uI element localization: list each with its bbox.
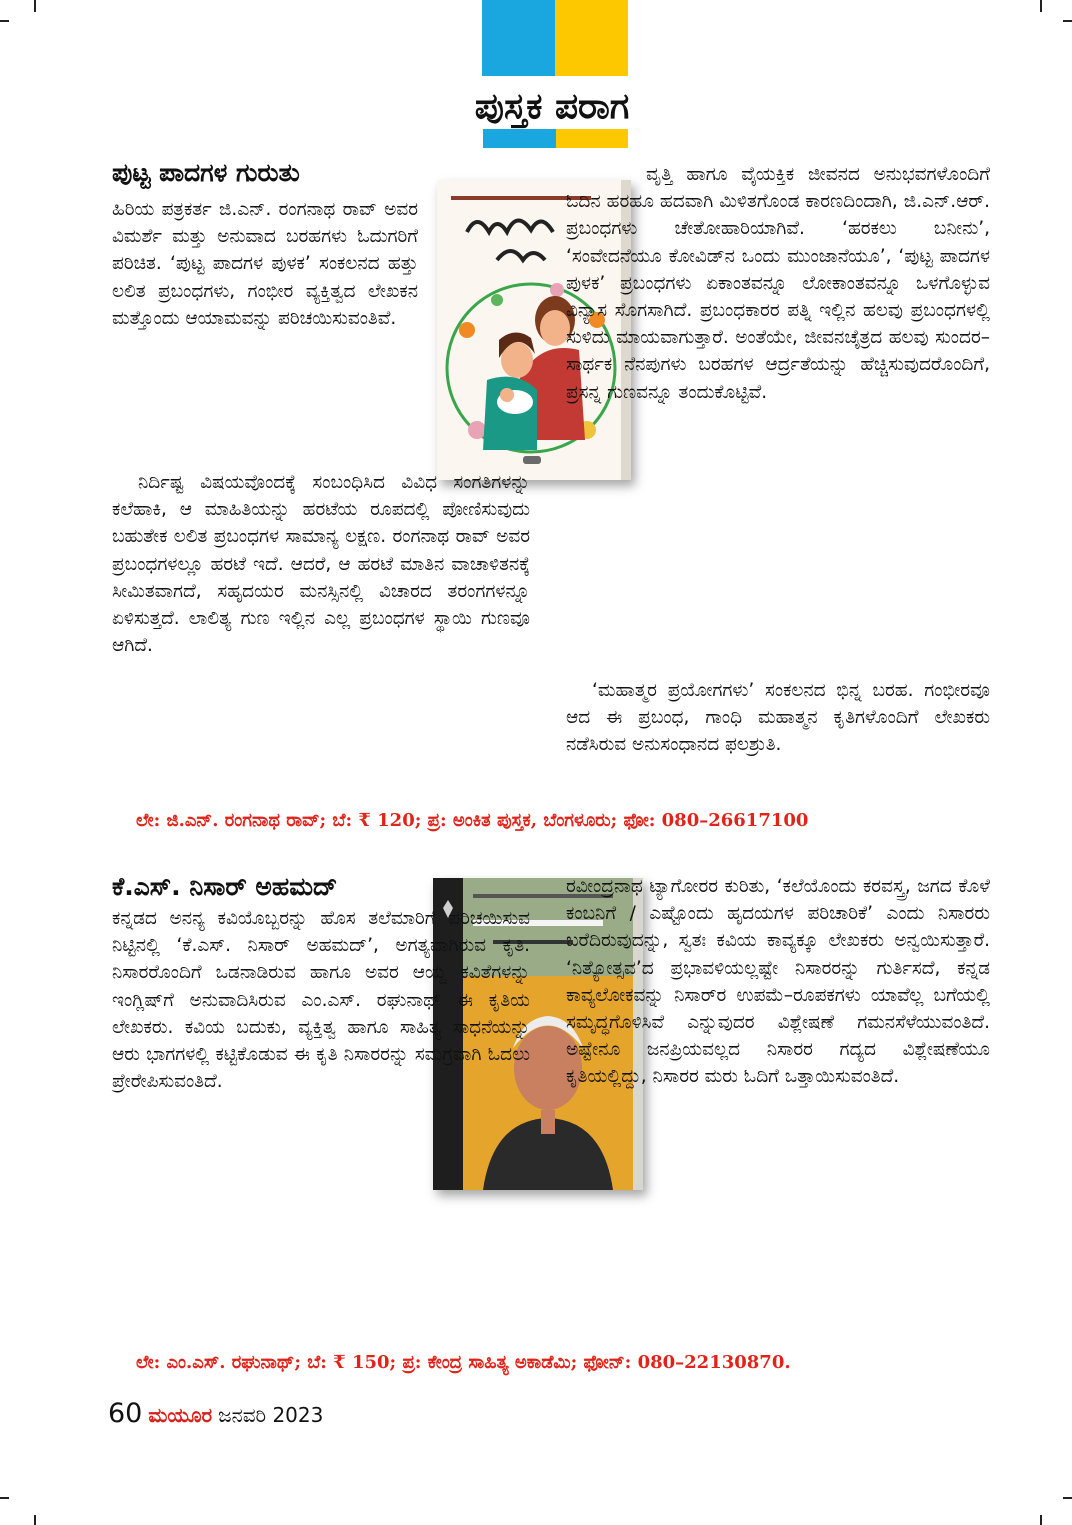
article-1-title: ಪುಟ್ಟ ಪಾದಗಳ ಗುರುತು: [112, 158, 300, 187]
page-footer: [108, 1398, 323, 1429]
header-bar-blue: [482, 0, 555, 76]
crop-mark: [1040, 0, 1042, 12]
issue-date: ಜನವರಿ 2023: [218, 1403, 324, 1427]
page-number: 60: [108, 1398, 143, 1429]
article-2-paragraph-1: ಕನ್ನಡದ ಅನನ್ಯ ಕವಿಯೊಬ್ಬರನ್ನು ಹೊಸ ತಲೆಮಾರಿಗೆ ಪರಿಚಯಿಸುವ ನಿಟ್ಟಿನಲ್ಲಿ ‘ಕೆ.ಎಸ್. ನಿಸಾರ್ ಅಹಮದ್’, ಅಗತ್ಯವಾಗಿರುವ ಕೃತಿ. ನಿಸಾರರೊಂದಿಗೆ ಒಡನಾಡಿರುವ ಹಾಗೂ ಅವರ ಆಯ್ದ ಕವಿತೆಗಳನ್ನು ಇಂಗ್ಲಿಷ್‌ಗೆ ಅನುವಾದಿಸಿರುವ ಎಂ.ಎಸ್. ರಘುನಾಥ್ ಈ ಕೃತಿಯ ಲೇಖಕರು. ಕವಿಯ ಬದುಕು, ವ್ಯಕ್ತಿತ್ವ ಹಾಗೂ ಸಾಹಿತ್ಯ ಸಾಧನೆಯನ್ನು ಆರು ಭಾಗಗಳಲ್ಲಿ ಕಟ್ಟಿಕೊಡುವ ಈ ಕೃತಿ ನಿಸಾರರನ್ನು ಸಮಗ್ರವಾಗಿ ಓದಲು ಪ್ರೇರೇಪಿಸುವಂತಿದೆ.: [112, 908, 530, 1093]
article-2-title: ಕೆ.ಎಸ್. ನಿಸಾರ್ ಅಹಮದ್: [112, 872, 338, 901]
crop-mark: [0, 20, 9, 22]
crop-mark: [1040, 1515, 1042, 1525]
header-underline: [483, 129, 628, 148]
article-1-credit: ಲೇ: ಜಿ.ಎನ್. ರಂಗನಾಥ ರಾವ್; ಬೆ: ₹ 120; ಪ್ರ: ಅಂಕಿತ ಪುಸ್ತಕ, ಬೆಂಗಳೂರು; ಫೋ: 080–26617100: [136, 810, 809, 831]
article-1-paragraph-4: ‘ಮಹಾತ್ಮರ ಪ್ರಯೋಗಗಳು’ ಸಂಕಲನದ ಭಿನ್ನ ಬರಹ. ಗಂಭೀರವೂ ಆದ ಈ ಪ್ರಬಂಧ, ಗಾಂಧಿ ಮಹಾತ್ಮನ ಕೃತಿಗಳೊಂದಿಗೆ ಲೇಖಕರು ನಡೆಸಿರುವ ಅನುಸಂಧಾನದ ಫಲಶ್ರುತಿ.: [566, 680, 990, 756]
header-bar-yellow: [555, 0, 628, 76]
crop-mark: [34, 0, 36, 12]
article-1-paragraph-1: ಹಿರಿಯ ಪತ್ರಕರ್ತ ಜಿ.ಎನ್. ರಂಗನಾಥ ರಾವ್ ಅವರ ವಿಮರ್ಶೆ ಮತ್ತು ಅನುವಾದ ಬರಹಗಳು ಓದುಗರಿಗೆ ಪರಿಚಿತ. ‘ಪುಟ್ಟ ಪಾದಗಳ ಪುಳಕ’ ಸಂಕಲನದ ಹತ್ತು ಲಲಿತ ಪ್ರಬಂಧಗಳು, ಗಂಭೀರ ವ್ಯಕ್ತಿತ್ವದ ಲೇಖಕನ ಮತ್ತೊಂದು ಆಯಾಮವನ್ನು ಪರಿಚಯಿಸುವಂತಿವೆ.: [112, 199, 418, 329]
article-2-credit: ಲೇ: ಎಂ.ಎಸ್. ರಘುನಾಥ್; ಬೆ: ₹ 150; ಪ್ರ: ಕೇಂದ್ರ ಸಾಹಿತ್ಯ ಅಕಾಡೆಮಿ; ಫೋನ್: 080–22130870.: [136, 1352, 791, 1373]
article-1-paragraph-3: ವೃತ್ತಿ ಹಾಗೂ ವೈಯಕ್ತಿಕ ಜೀವನದ ಅನುಭವಗಳೊಂದಿಗೆ ಓದಿನ ಹರಹೂ ಹದವಾಗಿ ಮಿಳಿತಗೊಂಡ ಕಾರಣದಿಂದಾಗಿ, ಜಿ.ಎನ್.ಆರ್. ಪ್ರಬಂಧಗಳು ಚೇತೋಹಾರಿಯಾಗಿವೆ. ‘ಹರಕಲು ಬನೀನು’, ‘ಸಂವೇದನೆಯೂ ಕೋವಿಡ್‌ನ ಒಂದು ಮುಂಜಾನೆಯೂ’, ‘ಪುಟ್ಟ ಪಾದಗಳ ಪುಳಕ’ ಪ್ರಬಂಧಗಳು ಏಕಾಂತವನ್ನೂ ಲೋಕಾಂತವನ್ನೂ ಒಳಗೊಳ್ಳುವ ವಿನ್ಯಾಸ ಸೊಗಸಾಗಿದೆ. ಪ್ರಬಂಧಕಾರರ ಪತ್ನಿ ಇಲ್ಲಿನ ಹಲವು ಪ್ರಬಂಧಗಳಲ್ಲಿ ಸುಳಿದು ಮಾಯವಾಗುತ್ತಾರೆ. ಅಂತೆಯೇ, ಜೀವನಚೈತ್ರದ ಹಲವು ಸುಂದರ–ಸಾರ್ಥಕ ನೆನಪುಗಳು ಬರಹಗಳ ಆರ್ದ್ರತೆಯನ್ನು ಹೆಚ್ಚಿಸುವುದರೊಂದಿಗೆ, ಪ್ರಸನ್ನ ಗುಣವನ್ನೂ ತಂದುಕೊಟ್ಟಿವೆ.: [566, 164, 990, 403]
crop-mark: [34, 1515, 36, 1525]
magazine-name: ಮಯೂರ: [148, 1403, 213, 1427]
crop-mark: [0, 1497, 9, 1499]
article-2-paragraph-2: ರವೀಂದ್ರನಾಥ ಟ್ಯಾಗೋರರ ಕುರಿತು, ‘ಕಲೆಯೊಂದು ಕರವಸ್ತ್ರ, ಜಗದ ಕೊಳೆ ಕಂಬನಿಗೆ / ಎಷ್ಟೊಂದು ಹೃದಯಗಳ ಪರಿಚಾರಿಕೆ’ ಎಂದು ನಿಸಾರರು ಬರೆದಿರುವುದನ್ನು, ಸ್ವತಃ ಕವಿಯ ಕಾವ್ಯಕ್ಕೂ ಲೇಖಕರು ಅನ್ವಯಿಸುತ್ತಾರೆ. ‘ನಿತ್ಯೋತ್ಸವ’ದ ಪ್ರಭಾವಳಿಯಲ್ಲಷ್ಟೇ ನಿಸಾರರನ್ನು ಗುರ್ತಿಸದೆ, ಕನ್ನಡ ಕಾವ್ಯಲೋಕವನ್ನು ನಿಸಾರ್‌ರ ಉಪಮೆ–ರೂಪಕಗಳು ಯಾವೆಲ್ಲ ಬಗೆಯಲ್ಲಿ ಸಮೃದ್ಧಗೊಳಿಸಿವೆ ಎನ್ನುವುದರ ವಿಶ್ಲೇಷಣೆ ಗಮನಸೆಳೆಯುವಂತಿದೆ. ಅಷ್ಟೇನೂ ಜನಪ್ರಿಯವಲ್ಲದ ನಿಸಾರರ ಗದ್ಯದ ವಿಶ್ಲೇಷಣೆಯೂ ಕೃತಿಯಲ್ಲಿದ್ದು, ನಿಸಾರರ ಮರು ಓದಿಗೆ ಒತ್ತಾಯಿಸುವಂತಿದೆ.: [566, 876, 990, 1088]
section-title: ಪುಸ್ತಕ ಪರಾಗ: [474, 86, 630, 127]
crop-mark: [1063, 1497, 1072, 1499]
article-1-paragraph-2: ನಿರ್ದಿಷ್ಟ ವಿಷಯವೊಂದಕ್ಕೆ ಸಂಬಂಧಿಸಿದ ವಿವಿಧ ಸಂಗತಿಗಳನ್ನು ಕಲೆಹಾಕಿ, ಆ ಮಾಹಿತಿಯನ್ನು ಹರಟೆಯ ರೂಪದಲ್ಲಿ ಪೋಣಿಸುವುದು ಬಹುತೇಕ ಲಲಿತ ಪ್ರಬಂಧಗಳ ಸಾಮಾನ್ಯ ಲಕ್ಷಣ. ರಂಗನಾಥ ರಾವ್ ಅವರ ಪ್ರಬಂಧಗಳಲ್ಲೂ ಹರಟೆ ಇದೆ. ಆದರೆ, ಆ ಹರಟೆ ಮಾತಿನ ವಾಚಾಳಿತನಕ್ಕೆ ಸೀಮಿತವಾಗದೆ, ಸಹೃದಯರ ಮನಸ್ಸಿನಲ್ಲಿ ವಿಚಾರದ ತರಂಗಗಳನ್ನೂ ಏಳಿಸುತ್ತದೆ. ಲಾಲಿತ್ಯ ಗುಣ ಇಲ್ಲಿನ ಎಲ್ಲ ಪ್ರಬಂಧಗಳ ಸ್ಥಾಯಿ ಗುಣವೂ ಆಗಿದೆ.: [112, 472, 530, 657]
crop-mark: [1063, 20, 1072, 22]
